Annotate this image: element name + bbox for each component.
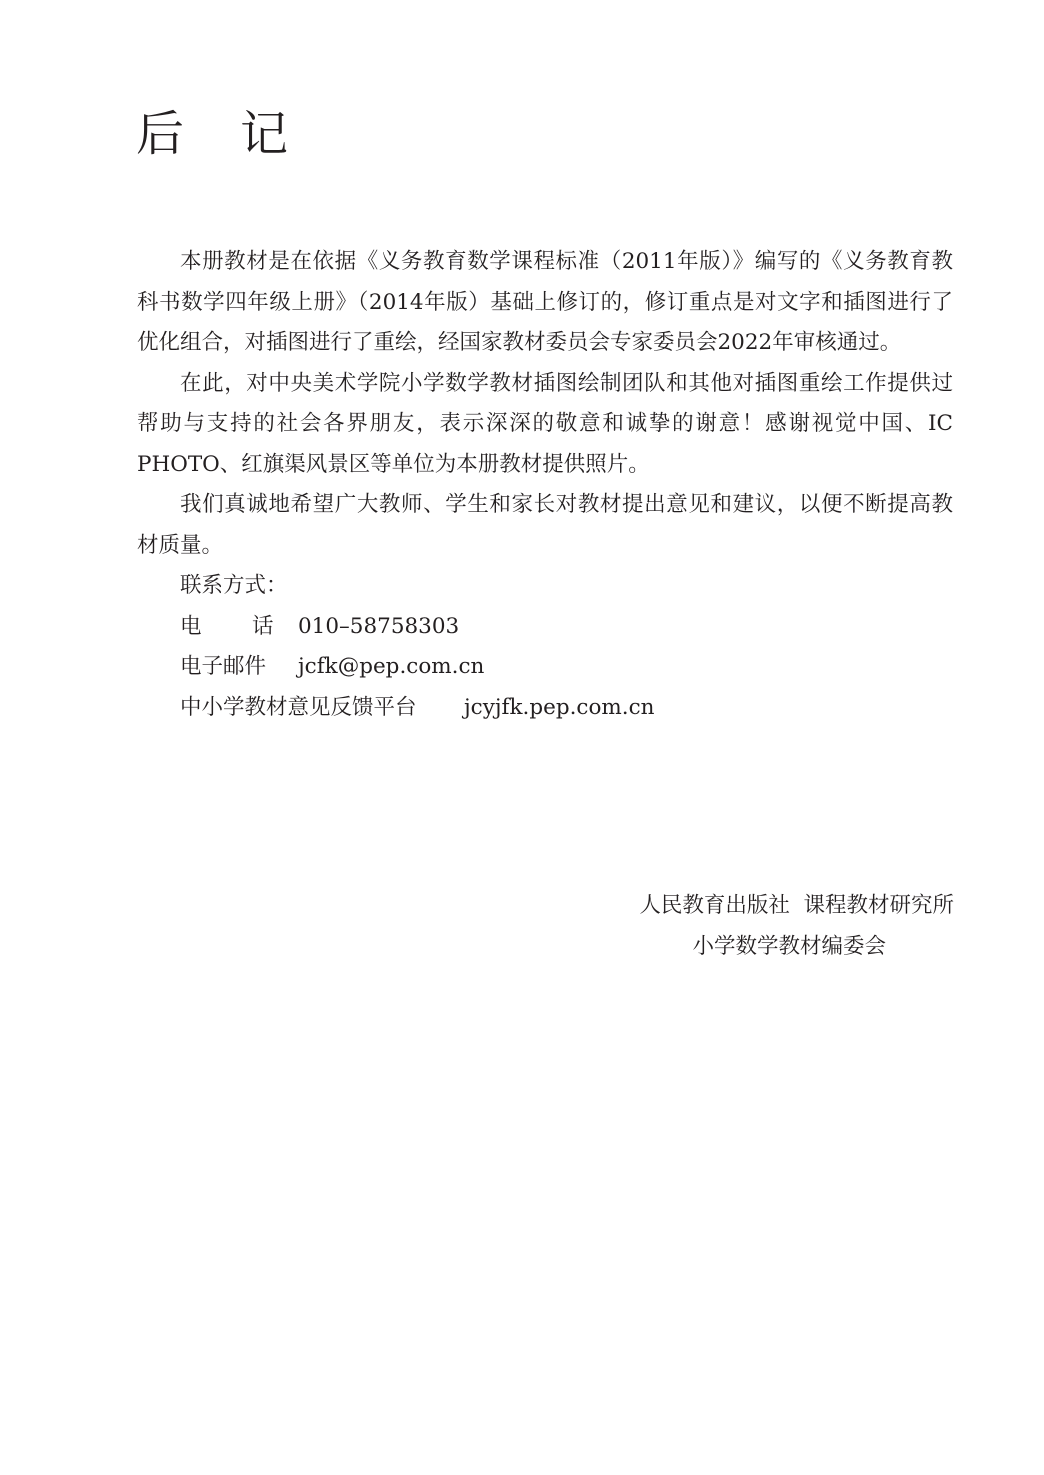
afterword-body xyxy=(137,242,953,728)
contact-feedback-value[interactable]: jcyjfk.pep.com.cn xyxy=(464,694,655,720)
paragraph-revision: 本册教材是在依据《义务教育数学课程标准（2011年版）》编写的《义务教育教科书数学四年级上册》（2014年版）基础上修订的，修订重点是对文字和插图进行了优化组合，对插图进行了重绘，经国家教材委员会专家委员会2022年审核通过。 xyxy=(137,249,953,355)
contact-phone-value: 010–58758303 xyxy=(298,613,460,639)
paragraph-acknowledgement: 在此，对中央美术学院小学数学教材插图绘制团队和其他对插图重绘工作提供过帮助与支持的社会各界朋友，表示深深的敬意和诚挚的谢意！感谢视觉中国、IC PHOTO、红旗渠风景区等单位为本册教材提供照片。 xyxy=(137,370,953,477)
page-title-char-1: 后 xyxy=(136,106,185,162)
contact-heading: 联系方式： xyxy=(180,573,288,598)
contact-feedback-label: 中小学教材意见反馈平台 xyxy=(180,694,417,720)
signature-committee: 小学数学教材编委会 xyxy=(692,933,886,959)
contact-email-label: 电子邮件 xyxy=(180,654,267,679)
page-title-char-2: 记 xyxy=(240,106,289,162)
paragraph-feedback-request: 我们真诚地希望广大教师、学生和家长对教材提出意见和建议，以便不断提高教材质量。 xyxy=(137,492,953,558)
contact-phone-label: 电 话 xyxy=(180,613,274,639)
page-title xyxy=(136,104,288,164)
contact-phone-row xyxy=(137,607,953,648)
signature-block xyxy=(639,886,954,967)
contact-feedback-row xyxy=(137,688,953,729)
contact-email-row xyxy=(137,647,953,688)
signature-publisher: 人民教育出版社 课程教材研究所 xyxy=(639,893,954,918)
contact-email-value[interactable]: jcfk@pep.com.cn xyxy=(298,654,485,679)
